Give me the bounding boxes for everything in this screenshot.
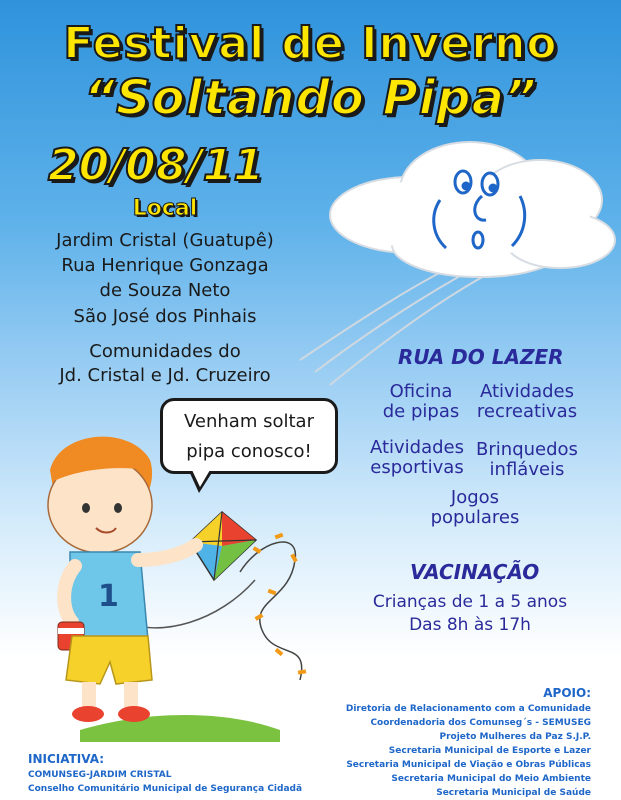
activity-line: populares [430, 507, 520, 528]
bubble-tail-inner [192, 470, 210, 487]
activity-line: recreativas [476, 401, 578, 422]
festival-subtitle: “Soltando Pipa” [84, 70, 537, 126]
iniciativa-item: Conselho Comunitário Municipal de Segurança Cidadã [28, 784, 303, 794]
activity-oficina [366, 382, 476, 422]
speech-bubble [160, 398, 338, 474]
community-line: Comunidades do [89, 341, 241, 362]
apoio-item: Secretaria Municipal de Viação e Obras Públicas [346, 760, 591, 770]
activity-recreativas [472, 382, 582, 422]
speech-line: Venham soltar [184, 411, 314, 432]
activity-line: de pipas [382, 401, 460, 422]
festival-title: Festival de Inverno [63, 18, 558, 69]
iniciativa-title: INICIATIVA: [28, 752, 105, 766]
activity-line: Oficina [389, 381, 453, 402]
vacinacao-line: Crianças de 1 a 5 anos [372, 592, 568, 612]
activity-line: Atividades [369, 437, 465, 458]
event-date: 20/08/11 [48, 140, 264, 191]
address-line: São José dos Pinhais [73, 306, 257, 327]
address-line: de Souza Neto [99, 280, 231, 301]
activity-jogos [420, 488, 530, 528]
address-line: Rua Henrique Gonzaga [61, 255, 269, 276]
iniciativa-item: COMUNSEG-JARDIM CRISTAL [28, 770, 172, 780]
rua-do-lazer-title: RUA DO LAZER [398, 345, 564, 369]
activity-line: Brinquedos [476, 439, 578, 460]
shirt-number: 1 [98, 579, 119, 614]
apoio-title: APOIO: [543, 686, 591, 700]
activity-line: Jogos [450, 487, 500, 508]
grass [80, 715, 280, 742]
apoio-item: Secretaria Municipal de Saúde [436, 788, 591, 798]
activity-line: Atividades [479, 381, 575, 402]
activity-line: infláveis [489, 459, 565, 480]
activity-brinquedos [472, 440, 582, 480]
apoio-item: Projeto Mulheres da Paz S.J.P. [439, 732, 591, 742]
apoio-item: Secretaria Municipal do Meio Ambiente [391, 774, 591, 784]
apoio-item: Coordenadoria dos Comunseg´s - SEMUSEG [370, 718, 591, 728]
activity-line: esportivas [370, 457, 464, 478]
local-label: Local [132, 196, 198, 221]
activity-esportivas [362, 438, 472, 478]
address-line: Jardim Cristal (Guatupê) [56, 230, 274, 251]
community-line: Jd. Cristal e Jd. Cruzeiro [59, 365, 271, 386]
speech-line: pipa conosco! [186, 441, 312, 462]
apoio-item: Diretoria de Relacionamento com a Comunidade [345, 704, 591, 714]
apoio-item: Secretaria Municipal de Esporte e Lazer [388, 746, 591, 756]
vacinacao-title: VACINAÇÃO [410, 560, 540, 584]
boy [48, 437, 196, 722]
kite-tail [240, 542, 302, 680]
vacinacao-line: Das 8h às 17h [409, 615, 531, 635]
